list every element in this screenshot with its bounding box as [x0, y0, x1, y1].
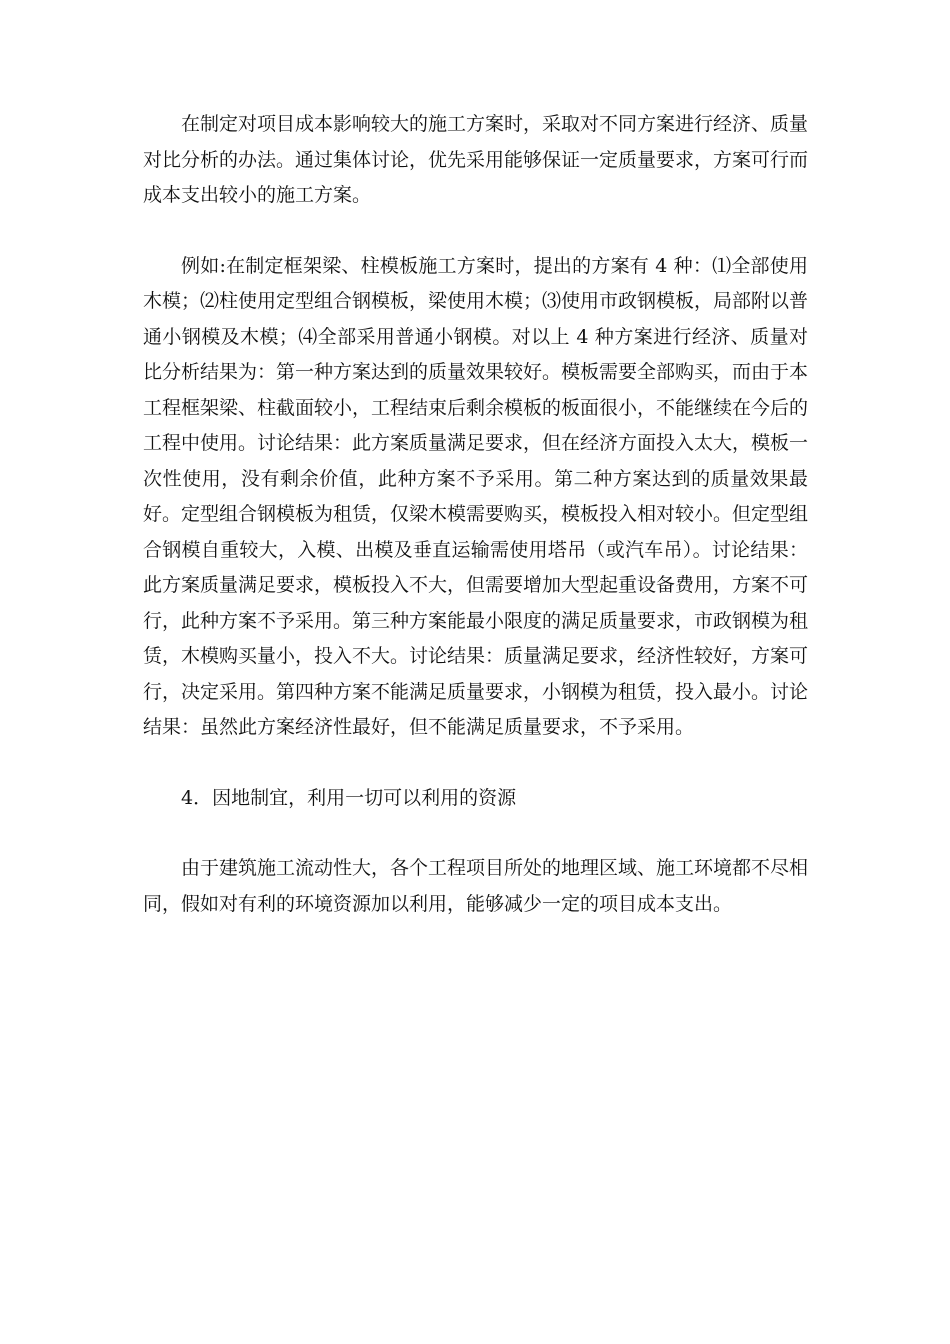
- paragraph-formwork-example: 例如:在制定框架梁、柱模板施工方案时，提出的方案有 4 种：⑴全部使用木模；⑵柱使用定型组合钢模板，梁使用木模；⑶使用市政钢模板，局部附以普通小钢模及木模；⑷全部采用普通小钢模。对以上 4 种方案进行经济、质量对比分析结果为：第一种方案达到的质量效果较好。模板需要全部购买，而由于本工程框架梁、柱截面较小，工程结束后剩余模板的板面很小，不能继续在今后的工程中使用。讨论结果：此方案质量满足要求，但在经济方面投入太大，模板一次性使用，没有剩余价值，此种方案不予采用。第二种方案达到的质量效果最好。定型组合钢模板为租赁，仅梁木模需要购买，模板投入相对较小。但定型组合钢模自重较大，入模、出模及垂直运输需使用塔吊（或汽车吊）。讨论结果：此方案质量满足要求，模板投入不大，但需要增加大型起重设备费用，方案不可行，此种方案不予采用。第三种方案能最小限度的满足质量要求，市政钢模为租赁，木模购买量小，投入不大。讨论结果：质量满足要求，经济性较好，方案可行，决定采用。第四种方案不能满足质量要求，小钢模为租赁，投入最小。讨论结果：虽然此方案经济性最好，但不能满足质量要求，不予采用。: [143, 254, 809, 738]
- paragraph-local-resources: 由于建筑施工流动性大，各个工程项目所处的地理区域、施工环境都不尽相同，假如对有利的环境资源加以利用，能够减少一定的项目成本支出。: [143, 857, 809, 915]
- paragraph-construction-plan-selection: 在制定对项目成本影响较大的施工方案时，采取对不同方案进行经济、质量对比分析的办法。通过集体讨论，优先采用能够保证一定质量要求，方案可行而成本支出较小的施工方案。: [143, 113, 809, 206]
- section-heading: 4．因地制宜，利用一切可以利用的资源: [181, 786, 517, 809]
- document-body: [143, 107, 808, 922]
